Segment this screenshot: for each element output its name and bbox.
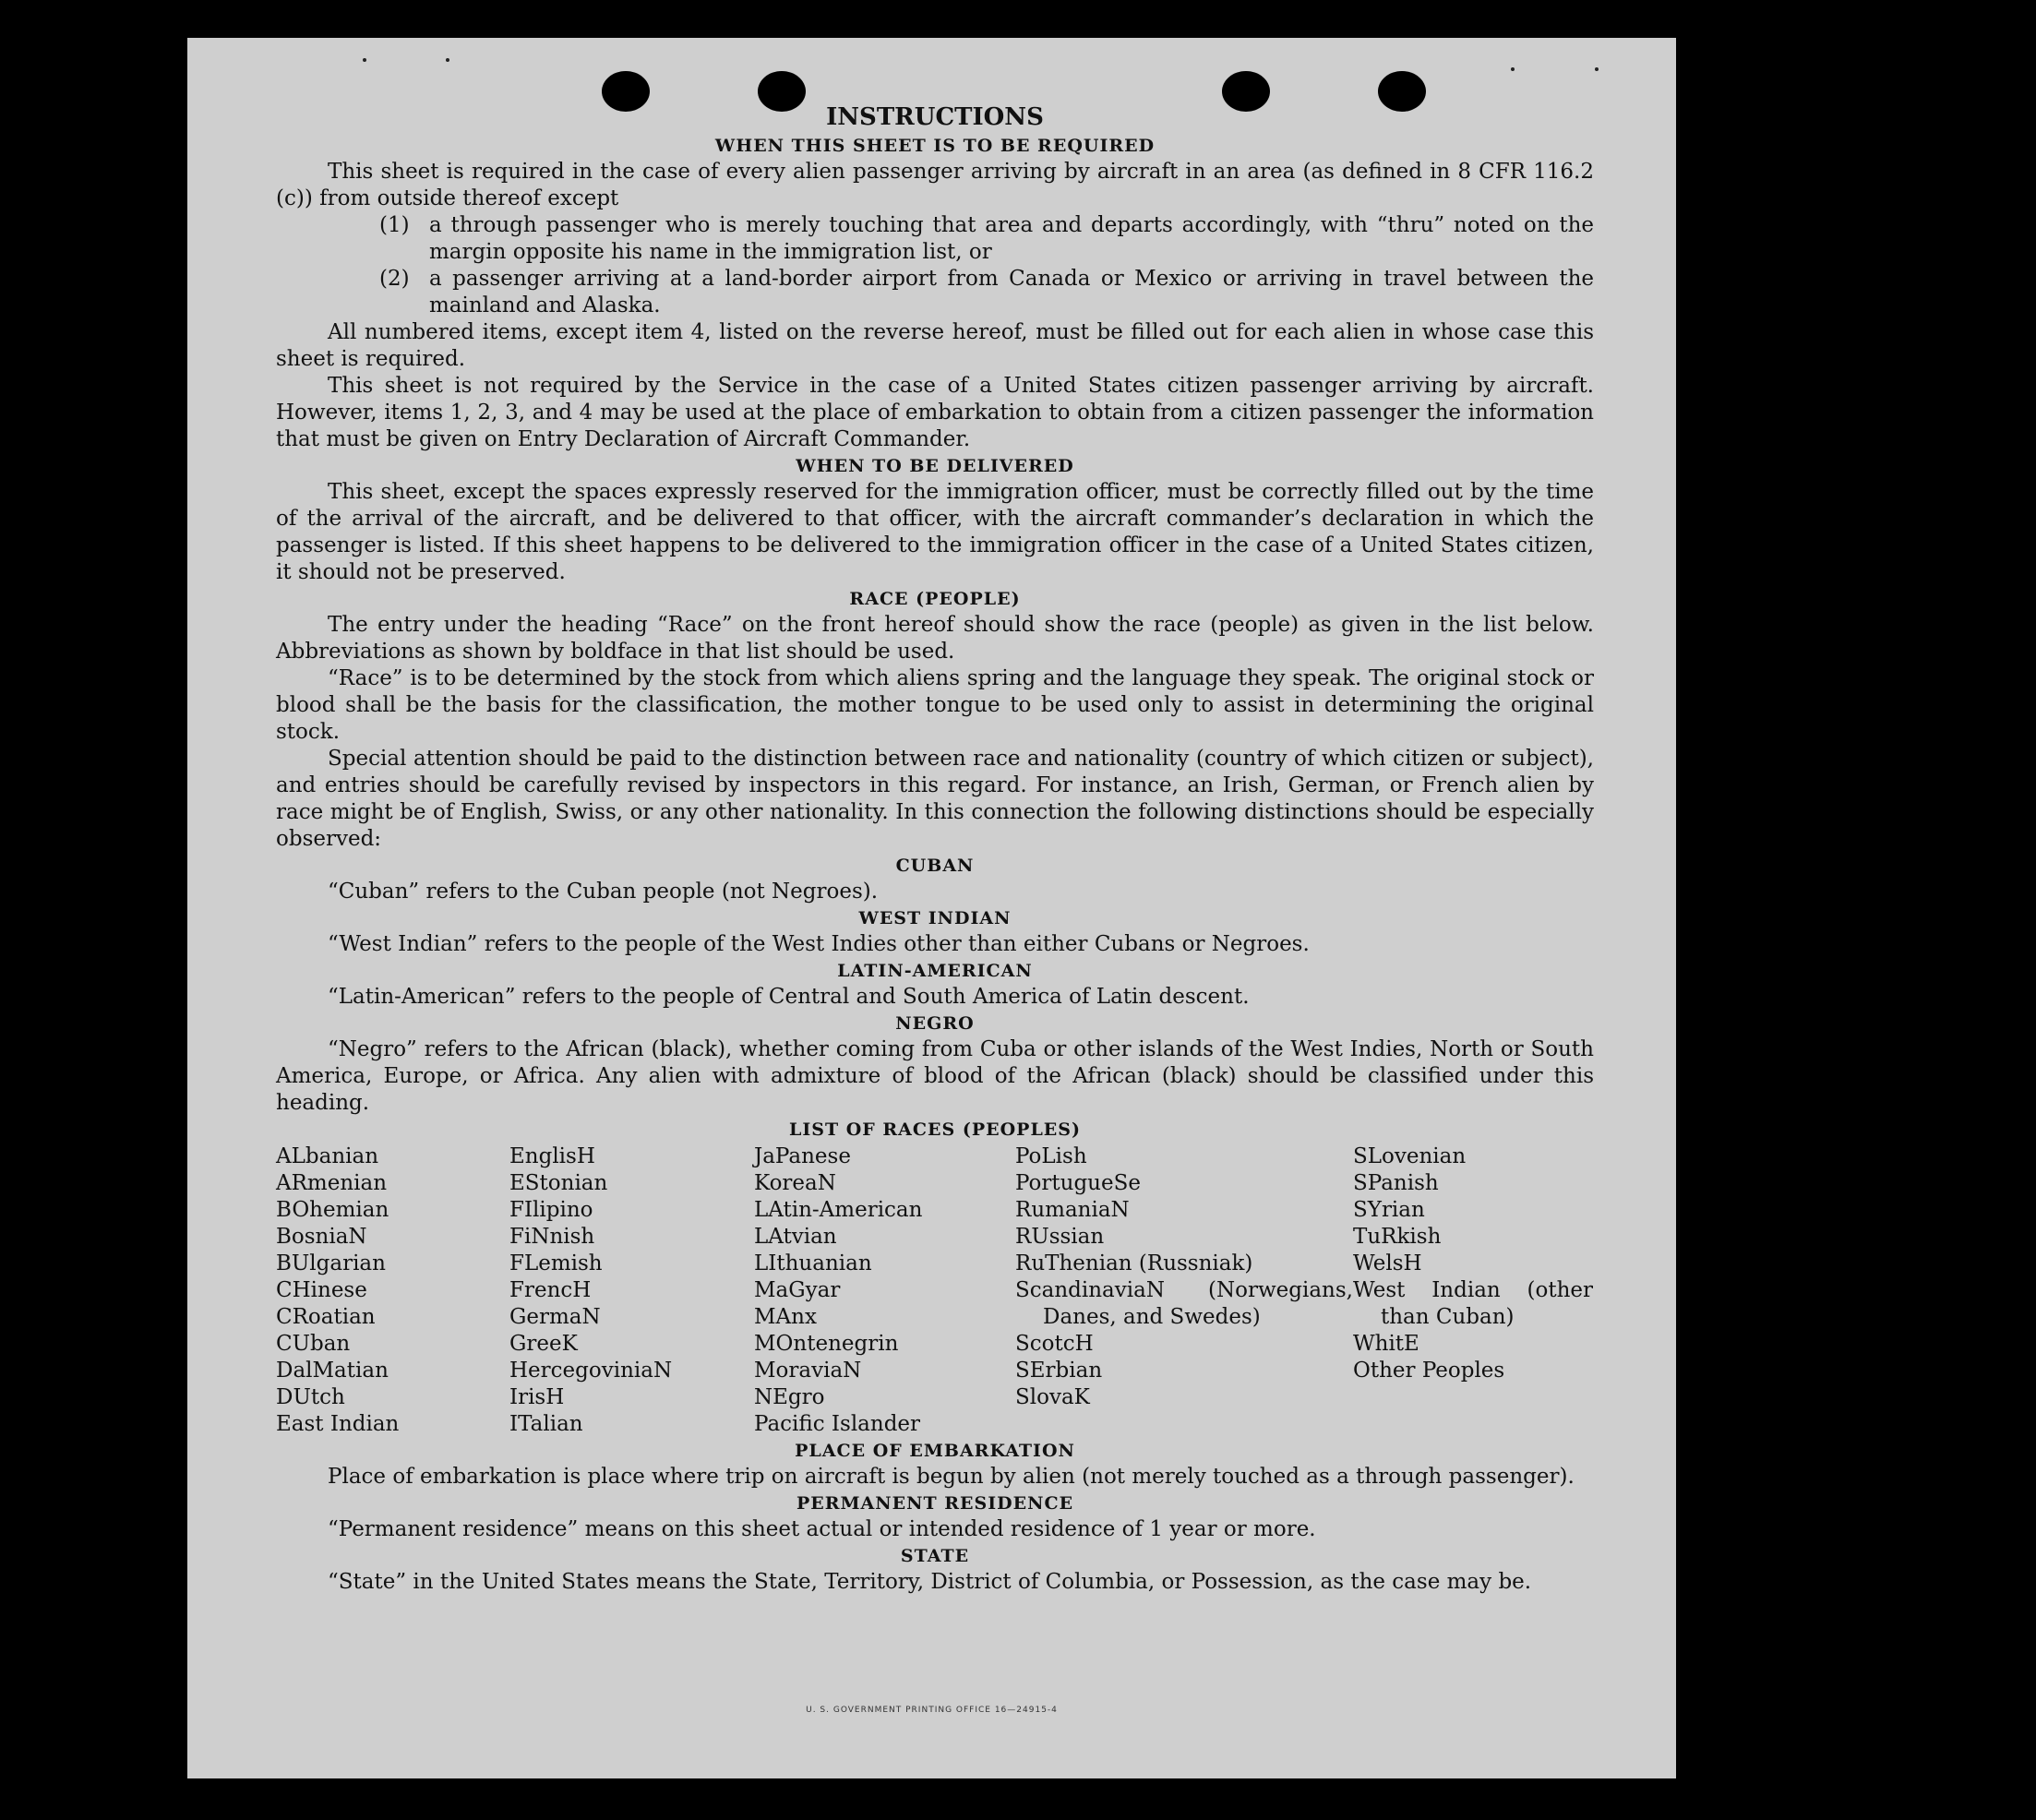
speck — [1595, 67, 1599, 71]
race-entry: PoLish — [1015, 1144, 1087, 1168]
race-entry: EnglisH — [509, 1144, 595, 1168]
paragraph: Special attention should be paid to the distinction between race and nationality (country of which citizen or subject), and entries should be carefully revised by inspectors in this regard. For instance, an Irish, German, or French alien by race might be of English, Swiss, or any other nationality. In this connection the following distinctions should be especially observed: — [276, 747, 1594, 851]
race-entry: Other Peoples — [1353, 1359, 1505, 1383]
race-entry: GreeK — [509, 1332, 578, 1356]
speck — [446, 58, 449, 62]
heading-state: STATE — [900, 1546, 970, 1566]
race-entry: ScandinaviaN (Norwegians, Danes, and Swedes) — [1015, 1278, 1353, 1329]
race-entry: BosniaN — [276, 1225, 367, 1249]
paragraph: This sheet, except the spaces expressly reserved for the immigration officer, must be correctly filled out by the time of the arrival of the aircraft, and be delivered to that officer, with the aircraft commander’s declaration in which the passenger is listed. If this sheet happens to be delivered to the immigration officer in the case of a United States citizen, it should not be preserved. — [276, 480, 1594, 584]
race-entry: SlovaK — [1015, 1385, 1090, 1409]
races-column — [754, 1143, 1015, 1438]
document-sheet — [187, 38, 1676, 1778]
race-entry: WhitE — [1353, 1332, 1419, 1356]
race-entry: MOntenegrin — [754, 1332, 899, 1356]
race-entry: ALbanian — [276, 1144, 379, 1168]
speck — [363, 58, 366, 62]
race-entry: PortugueSe — [1015, 1171, 1141, 1195]
race-entry: SYrian — [1353, 1198, 1425, 1222]
item-number: (1) — [379, 213, 410, 237]
paragraph: “Negro” refers to the African (black), whether coming from Cuba or other islands of the West Indies, North or South America, Europe, or Africa. Any alien with admixture of blood of the African (black) should be classified under this heading. — [276, 1037, 1594, 1115]
heading-delivered: WHEN TO BE DELIVERED — [796, 456, 1074, 476]
race-entry: MAnx — [754, 1305, 817, 1329]
paragraph: “Permanent residence” means on this sheet actual or intended residence of 1 year or more. — [328, 1517, 1316, 1541]
list-item — [379, 212, 1594, 266]
item-number: (2) — [379, 267, 410, 291]
race-entry: MoraviaN — [754, 1359, 862, 1383]
heading-cuban: CUBAN — [895, 856, 975, 876]
page-title: INSTRUCTIONS — [826, 103, 1044, 131]
heading-embarkation: PLACE OF EMBARKATION — [795, 1441, 1075, 1461]
paragraph: This sheet is not required by the Service in the case of a United States citizen passenger arriving by aircraft. However, items 1, 2, 3, and 4 may be used at the place of embarkation to obtain from a citizen passenger the information that must be given on Entry Declaration of Aircraft Commander. — [276, 374, 1594, 451]
race-entry: SPanish — [1353, 1171, 1439, 1195]
race-entry: IrisH — [509, 1385, 565, 1409]
race-entry: GermaN — [509, 1305, 601, 1329]
race-entry: CHinese — [276, 1278, 367, 1302]
race-entry: HercegoviniaN — [509, 1359, 673, 1383]
race-entry: CRoatian — [276, 1305, 376, 1329]
race-entry: ITalian — [509, 1412, 583, 1436]
race-entry: EStonian — [509, 1171, 608, 1195]
race-entry: East Indian — [276, 1412, 400, 1436]
paragraph: Place of embarkation is place where trip on aircraft is begun by alien (not merely touched as a through passenger). — [328, 1465, 1575, 1489]
races-column — [1015, 1143, 1353, 1438]
races-list — [276, 1143, 1594, 1438]
speck — [1511, 67, 1515, 71]
race-entry: FIlipino — [509, 1198, 593, 1222]
race-entry: LAtin-American — [754, 1198, 923, 1222]
paragraph: “Race” is to be determined by the stock from which aliens spring and the language they speak. The original stock or blood shall be the basis for the classification, the mother tongue to be used only to assist in determining the original stock. — [276, 666, 1594, 744]
race-entry: FiNnish — [509, 1225, 595, 1249]
race-entry: JaPanese — [754, 1144, 851, 1168]
item-text: a through passenger who is merely touching that area and departs accordingly, with “thru” noted on the margin opposite his name in the immigration list, or — [429, 213, 1594, 264]
heading-west-indian: WEST INDIAN — [858, 908, 1012, 928]
heading-residence: PERMANENT RESIDENCE — [796, 1493, 1074, 1514]
races-column — [509, 1143, 754, 1438]
paragraph: The entry under the heading “Race” on the front hereof should show the race (people) as given in the list below. Abbreviations as shown by boldface in that list should be used. — [276, 613, 1594, 664]
list-item — [379, 266, 1594, 319]
heading-negro: NEGRO — [895, 1013, 975, 1034]
race-entry: DalMatian — [276, 1359, 389, 1383]
race-entry: CUban — [276, 1332, 351, 1356]
paragraph: All numbered items, except item 4, listed on the reverse hereof, must be filled out for each alien in whose case this sheet is required. — [276, 320, 1594, 371]
race-entry: FLemish — [509, 1251, 603, 1275]
item-text: a passenger arriving at a land-border airport from Canada or Mexico or arriving in travel between the mainland and Alaska. — [429, 267, 1594, 317]
paragraph: “Latin-American” refers to the people of Central and South America of Latin descent. — [328, 985, 1250, 1009]
paragraph: “West Indian” refers to the people of the West Indies other than either Cubans or Negroes. — [328, 932, 1310, 956]
race-entry: MaGyar — [754, 1278, 841, 1302]
heading-required: WHEN THIS SHEET IS TO BE REQUIRED — [714, 136, 1156, 156]
race-entry: FrencH — [509, 1278, 592, 1302]
race-entry: LAtvian — [754, 1225, 837, 1249]
paragraph: “State” in the United States means the State, Territory, District of Columbia, or Possession, as the case may be. — [328, 1570, 1532, 1594]
heading-latin-american: LATIN-AMERICAN — [837, 961, 1033, 981]
race-entry: BUlgarian — [276, 1251, 386, 1275]
race-entry: TuRkish — [1353, 1225, 1442, 1249]
race-entry: NEgro — [754, 1385, 825, 1409]
race-entry: RUssian — [1015, 1225, 1105, 1249]
race-entry: West Indian (other than Cuban) — [1353, 1278, 1593, 1329]
paragraph: This sheet is required in the case of every alien passenger arriving by aircraft in an area (as defined in 8 CFR 116.2 (c)) from outside thereof except — [276, 160, 1594, 210]
race-entry: KoreaN — [754, 1171, 836, 1195]
printer-imprint: U. S. GOVERNMENT PRINTING OFFICE 16—24915-4 — [806, 1706, 1058, 1715]
race-entry: SErbian — [1015, 1359, 1103, 1383]
race-entry: BOhemian — [276, 1198, 389, 1222]
race-entry: LIthuanian — [754, 1251, 872, 1275]
race-entry: RumaniaN — [1015, 1198, 1130, 1222]
races-column — [276, 1143, 509, 1438]
paragraph: “Cuban” refers to the Cuban people (not Negroes). — [328, 880, 879, 904]
instructions-content — [276, 102, 1594, 1596]
heading-list-of-races: LIST OF RACES (PEOPLES) — [789, 1120, 1081, 1140]
race-entry: DUtch — [276, 1385, 345, 1409]
race-entry: SLovenian — [1353, 1144, 1467, 1168]
race-entry: RuThenian (Russniak) — [1015, 1251, 1253, 1275]
race-entry: Pacific Islander — [754, 1412, 921, 1436]
race-entry: ScotcH — [1015, 1332, 1094, 1356]
race-entry: ARmenian — [276, 1171, 388, 1195]
race-entry: WelsH — [1353, 1251, 1422, 1275]
heading-race: RACE (PEOPLE) — [849, 589, 1021, 609]
races-column — [1353, 1143, 1593, 1438]
